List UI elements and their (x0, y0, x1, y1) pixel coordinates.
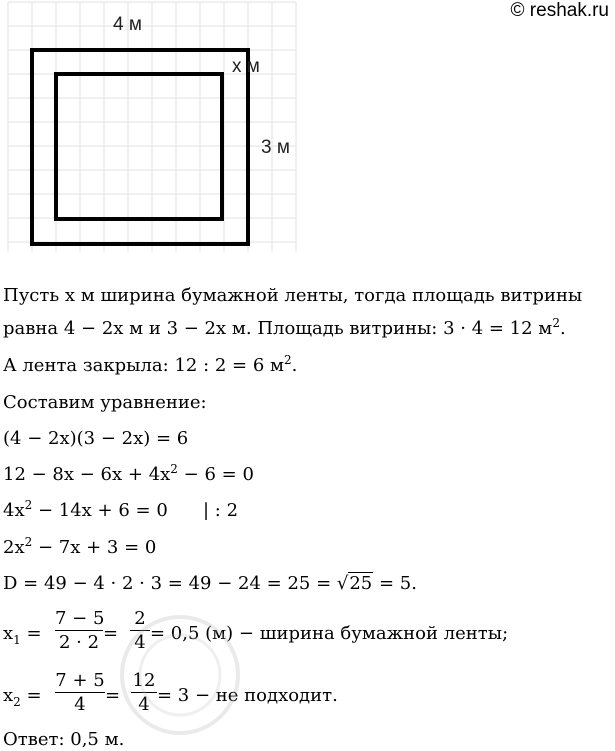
radicand: 25 (349, 573, 373, 594)
x1-subscript: 1 (13, 633, 21, 647)
line-expanded (3, 462, 254, 485)
power-2: 2 (24, 498, 33, 512)
top-width-label: 4 м (113, 14, 142, 35)
x2-f1-numerator: 7 + 5 (55, 670, 105, 691)
x2-fraction-2 (131, 670, 157, 715)
x1-var: x (3, 623, 14, 644)
x1-result: = 0,5 (м) − ширина бумажной ленты; (150, 623, 509, 644)
x1-eq2: = (103, 623, 119, 644)
x1-fraction-2 (130, 608, 150, 653)
dimensions-end: . (559, 318, 566, 339)
line-intro: Пусть x м ширина бумажной ленты, тогда площадь витрины (3, 285, 583, 306)
x1-f2-denominator: 4 (134, 632, 146, 653)
reduced-text: 2x (3, 537, 25, 558)
x1-fraction-1 (55, 608, 103, 653)
fraction-bar (55, 692, 105, 693)
x2-eq2: = (105, 685, 121, 706)
side-height-label: 3 м (261, 137, 290, 158)
fraction-bar (130, 630, 150, 631)
answer-line: Ответ: 0,5 м. (3, 729, 125, 750)
line-discriminant (3, 574, 417, 594)
covered-end: . (291, 355, 298, 376)
x2-f2-numerator: 12 (132, 670, 156, 691)
x1-f1-denominator: 2 · 2 (58, 632, 100, 653)
covered-text: А лента закрыла: 12 : 2 = 6 м (3, 355, 285, 376)
power-2: 2 (552, 316, 560, 330)
line-reduced (3, 535, 157, 558)
x1-eq1: = (20, 623, 42, 644)
figure-diagram (0, 0, 615, 260)
x2-eq1: = (20, 685, 42, 706)
x2-subscript: 2 (13, 695, 21, 709)
x2-f2-denominator: 4 (138, 694, 150, 715)
simplified-end: − 14x + 6 = 0 (32, 500, 168, 521)
discriminant-end: = 5. (373, 573, 417, 594)
gap-label: x м (232, 56, 260, 77)
line-equation: (4 − 2x)(3 − 2x) = 6 (3, 428, 189, 449)
line-dimensions (3, 316, 566, 339)
line-make-equation: Составим уравнение: (3, 392, 207, 413)
x2-result: = 3 − не подходит. (157, 685, 338, 706)
line-simplified (3, 498, 168, 521)
fraction-bar (131, 692, 157, 693)
divide-note: | : 2 (203, 500, 239, 521)
x2-var: x (3, 685, 14, 706)
square-root (348, 574, 373, 594)
fraction-bar (55, 630, 103, 631)
reduced-end: − 7x + 3 = 0 (32, 537, 157, 558)
copyright-text: © reshak.ru (510, 0, 609, 21)
outer-rectangle (32, 50, 248, 244)
x2-f1-denominator: 4 (74, 694, 86, 715)
x1-f2-numerator: 2 (134, 608, 146, 629)
discriminant-text: D = 49 − 4 · 2 · 3 = 49 − 24 = 25 = √ (3, 573, 349, 594)
power-2: 2 (170, 462, 178, 476)
x1-f1-numerator: 7 − 5 (55, 608, 105, 629)
x2-lhs (3, 685, 42, 709)
grid-lines (8, 2, 296, 252)
expanded-end: − 6 = 0 (177, 464, 254, 485)
power-2: 2 (24, 535, 33, 549)
expanded-text: 12 − 8x − 6x + 4x (3, 464, 171, 485)
line-covered-area (3, 353, 298, 376)
simplified-text: 4x (3, 500, 25, 521)
dimensions-text: равна 4 − 2x м и 3 − 2x м. Площадь витрины: 3 · 4 = 12 м (3, 318, 553, 339)
x2-fraction-1 (55, 670, 105, 715)
power-2: 2 (284, 353, 292, 367)
x1-lhs (3, 623, 42, 647)
